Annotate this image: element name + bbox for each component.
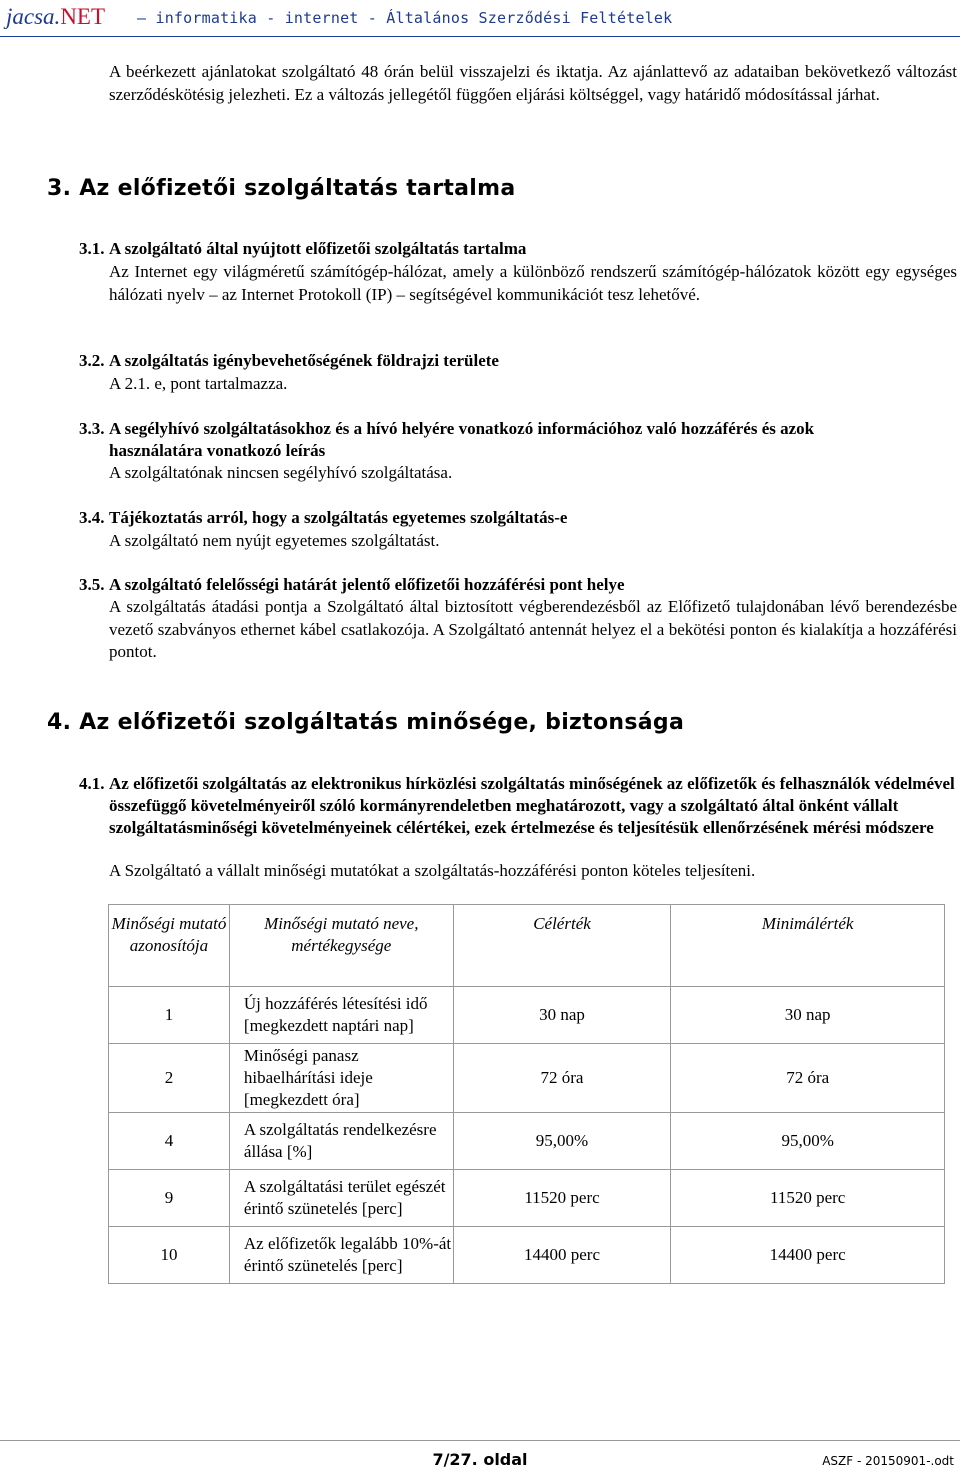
logo-text: jacsa. [6, 4, 61, 29]
section-3-1-body: Az Internet egy világméretű számítógép-hálózat, amely a különböző rendszerű számítógép-hálózatok között egy egységes hálózati nyelv – az Internet Protokoll (IP) – segítségével kommunikációt tesz lehetővé. [109, 262, 957, 304]
section-number: 3.4. [79, 508, 105, 527]
section-3-5-title [79, 574, 959, 596]
cell-id: 10 [109, 1227, 230, 1284]
table-header-row [109, 905, 945, 987]
table-row [109, 1227, 945, 1284]
section-3-4-title [79, 507, 959, 529]
header-divider [0, 36, 960, 37]
section-number: 4.1. [79, 774, 105, 793]
quality-indicator-table [108, 904, 945, 1284]
section-3-3-title [79, 418, 959, 460]
cell-minimum: 72 óra [671, 1044, 945, 1113]
page-header [0, 0, 960, 38]
column-header-id: Minőségi mutató azonosítója [109, 905, 230, 987]
section-4-heading: 4. Az előfizetői szolgáltatás minősége, biztonsága [47, 710, 685, 735]
cell-name: Az előfizetők legalább 10%-át érintő szünetelés [perc] [229, 1227, 453, 1284]
section-3-1-title [79, 238, 959, 260]
page-number: 7/27. oldal [432, 1450, 528, 1469]
column-header-target: Célérték [453, 905, 671, 987]
page-footer [0, 1440, 960, 1471]
cell-id: 1 [109, 987, 230, 1044]
cell-name: A szolgáltatás rendelkezésre állása [%] [229, 1113, 453, 1170]
section-title: A szolgáltatás igénybevehetőségének földrajzi területe [109, 351, 499, 370]
column-header-name: Minőségi mutató neve, mértékegysége [229, 905, 453, 987]
cell-name: A szolgáltatási terület egészét érintő szünetelés [perc] [229, 1170, 453, 1227]
cell-minimum: 11520 perc [671, 1170, 945, 1227]
section-4-1-body: A Szolgáltató a vállalt minőségi mutatókat a szolgáltatás-hozzáférési ponton köteles teljesíteni. [109, 861, 756, 880]
cell-minimum: 30 nap [671, 987, 945, 1044]
section-title-line-1: A segélyhívó szolgáltatásokhoz és a hívó helyére vonatkozó információhoz való hozzáférés és azok [109, 419, 815, 438]
section-title: A szolgáltató felelősségi határát jelentő előfizetői hozzáférési pont helye [109, 575, 625, 594]
cell-target: 95,00% [453, 1113, 671, 1170]
section-title-line-2: használatára vonatkozó leírás [109, 441, 326, 460]
section-number: 3.3. [79, 419, 105, 438]
cell-target: 30 nap [453, 987, 671, 1044]
section-3-3-body: A szolgáltatónak nincsen segélyhívó szolgáltatása. [109, 463, 453, 482]
table-row [109, 1044, 945, 1113]
section-number: 3.2. [79, 351, 105, 370]
column-header-minimum: Minimálérték [671, 905, 945, 987]
table-row [109, 987, 945, 1044]
section-3-2-body: A 2.1. e, pont tartalmazza. [109, 374, 288, 393]
cell-minimum: 95,00% [671, 1113, 945, 1170]
section-4-1-title [79, 773, 959, 837]
section-number: 3.1. [79, 239, 105, 258]
cell-id: 9 [109, 1170, 230, 1227]
site-logo[interactable] [6, 4, 105, 30]
table-row [109, 1170, 945, 1227]
cell-id: 2 [109, 1044, 230, 1113]
section-number: 3.5. [79, 575, 105, 594]
section-3-4-body: A szolgáltató nem nyújt egyetemes szolgáltatást. [109, 531, 440, 550]
section-title [109, 418, 957, 462]
footer-divider [0, 1440, 960, 1441]
intro-paragraph: A beérkezett ajánlatokat szolgáltató 48 órán belül visszajelzi és iktatja. Az ajánlattevő az adataiban bekövetkező változást szerződéskötésig jelezheti. Ez a változás jellegétől függően eljárási költséggel, vagy határidő módosítással járhat. [109, 62, 957, 104]
section-title: Az előfizetői szolgáltatás az elektronikus hírközlési szolgáltatás minőségének az előfizetők és felhasználók védelmével összefüggő követelményeiről szóló kormányrendeletben meghatározott, vagy a szolgáltató által önként vállalt szolgáltatásminőségi követelményeinek célértékei, ezek értelmezése és teljesítésük ellenőrzésének mérési módszere [109, 774, 955, 837]
cell-name: Minőségi panasz hibaelhárítási ideje [megkezdett óra] [229, 1044, 453, 1113]
cell-target: 11520 perc [453, 1170, 671, 1227]
breadcrumb: – informatika - internet - Általános Szerződési Feltételek [137, 9, 673, 27]
section-title: Tájékoztatás arról, hogy a szolgáltatás egyetemes szolgáltatás-e [109, 508, 568, 527]
cell-minimum: 14400 perc [671, 1227, 945, 1284]
section-3-heading: 3. Az előfizetői szolgáltatás tartalma [47, 176, 516, 201]
logo-net-text: NET [60, 4, 106, 29]
document-filename: ASZF - 20150901-.odt [822, 1454, 954, 1468]
cell-name: Új hozzáférés létesítési idő [megkezdett naptári nap] [229, 987, 453, 1044]
section-title: A szolgáltató által nyújtott előfizetői szolgáltatás tartalma [109, 239, 527, 258]
cell-target: 72 óra [453, 1044, 671, 1113]
section-3-5-body: A szolgáltatás átadási pontja a Szolgáltató által biztosított végberendezésből az Előfizető tulajdonában lévő berendezésbe vezető szabványos ethernet kábel csatlakozója. A Szolgáltató antennát helyez el a bekötési ponton és kialakítja a hozzáférési pontot. [109, 597, 957, 661]
cell-target: 14400 perc [453, 1227, 671, 1284]
section-3-2-title [79, 350, 959, 372]
table-row [109, 1113, 945, 1170]
cell-id: 4 [109, 1113, 230, 1170]
